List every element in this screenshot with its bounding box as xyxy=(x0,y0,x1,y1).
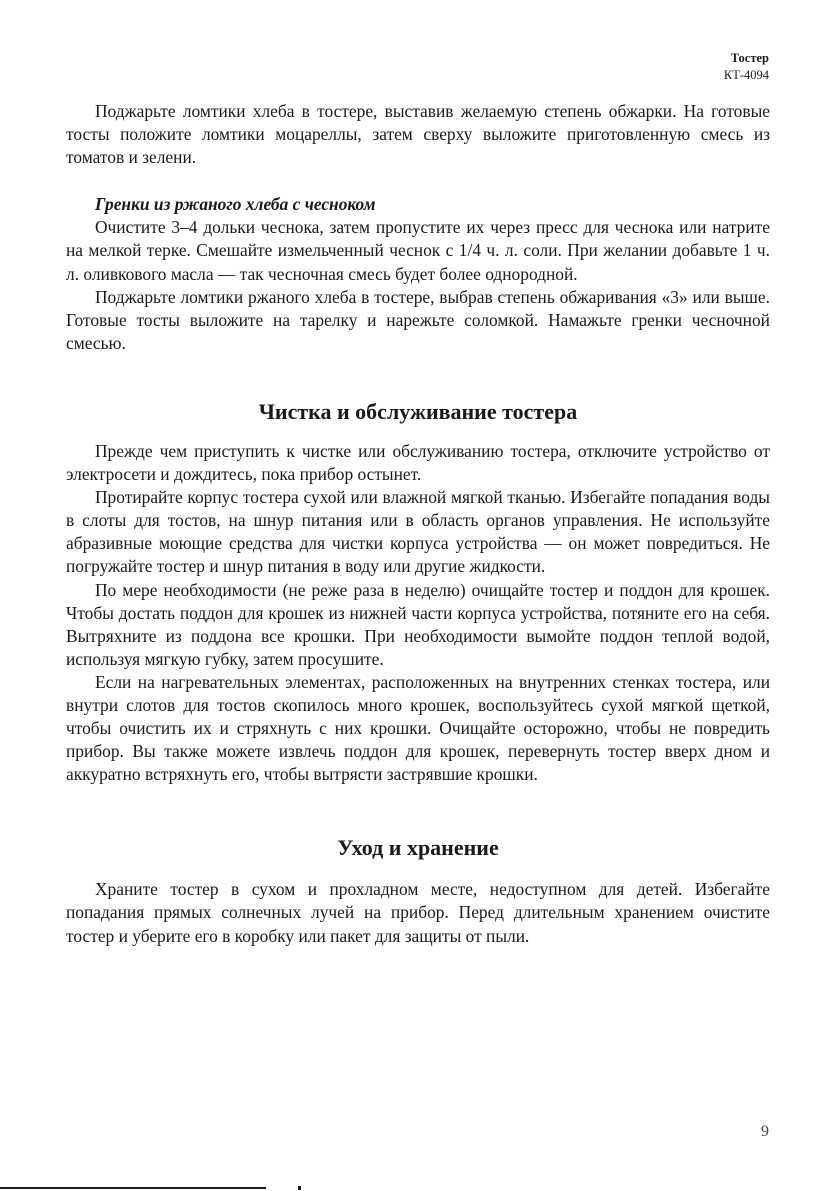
running-header xyxy=(724,50,769,84)
cleaning-paragraph: Протирайте корпус тостера сухой или влажной мягкой тканью. Избегайте попадания воды в слоты для тостов, на шнур питания или в область органов управления. Не используйте абразивные моющие средства для чистки корпуса устройства — он может повредиться. Не погружайте тостер и шнур питания в воду или другие жидкости. xyxy=(66,487,770,577)
bottom-rule xyxy=(0,1187,266,1189)
storage-section-title: Уход и хранение xyxy=(337,835,499,861)
page-content xyxy=(66,100,770,948)
crop-mark xyxy=(298,1186,301,1190)
recipe-paragraph: Поджарьте ломтики ржаного хлеба в тостере, выбрав степень обжаривания «3» или выше. Готовые тосты выложите на тарелку и нарежьте соломкой. Намажьте гренки чесночной смесью. xyxy=(66,286,770,353)
cleaning-section-title: Чистка и обслуживание тостера xyxy=(258,398,578,424)
product-title: Тостер xyxy=(730,51,769,65)
cleaning-paragraph: По мере необходимости (не реже раза в неделю) очищайте тостер и поддон для крошек. Чтобы достать поддон для крошек из нижней части корпуса устройства, потяните его на себя. Вытряхните из поддона все крошки. При необходимости вымойте поддон теплой водой, используя мягкую губку, затем просушите. xyxy=(66,579,770,669)
intro-paragraph: Поджарьте ломтики хлеба в тостере, выставив желаемую степень обжарки. На готовые тосты положите ломтики моцареллы, затем сверху выложите приготовленную смесь из томатов и зелени. xyxy=(66,101,770,168)
recipe-paragraph: Очистите 3–4 дольки чеснока, затем пропустите их через пресс для чеснока или натрите на мелкой терке. Смешайте измельченный чеснок с 1/4 ч. л. соли. При желании добавьте 1 ч. л. оливкового масла — так чесночная смесь будет более однородной. xyxy=(66,217,770,284)
recipe-title: Гренки из ржаного хлеба с чесноком xyxy=(95,194,376,215)
storage-paragraph: Храните тостер в сухом и прохладном месте, недоступном для детей. Избегайте попадания прямых солнечных лучей на прибор. Перед длительным хранением очистите тостер и уберите его в коробку или пакет для защиты от пыли. xyxy=(66,879,770,946)
cleaning-paragraph: Прежде чем приступить к чистке или обслуживанию тостера, отключите устройство от электросети и дождитесь, пока прибор остынет. xyxy=(66,440,770,485)
product-model: КТ-4094 xyxy=(723,68,769,82)
page-number: 9 xyxy=(761,1123,769,1140)
cleaning-paragraph: Если на нагревательных элементах, расположенных на внутренних стенках тостера, или внутри слотов для тостов скопилось много крошек, воспользуйтесь сухой мягкой щеткой, чтобы очистить их и стряхнуть с них крошки. Очищайте осторожно, чтобы не повредить прибор. Вы также можете извлечь поддон для крошек, перевернуть тостер вверх дном и аккуратно встряхнуть его, чтобы вытрясти застрявшие крошки. xyxy=(66,671,770,785)
